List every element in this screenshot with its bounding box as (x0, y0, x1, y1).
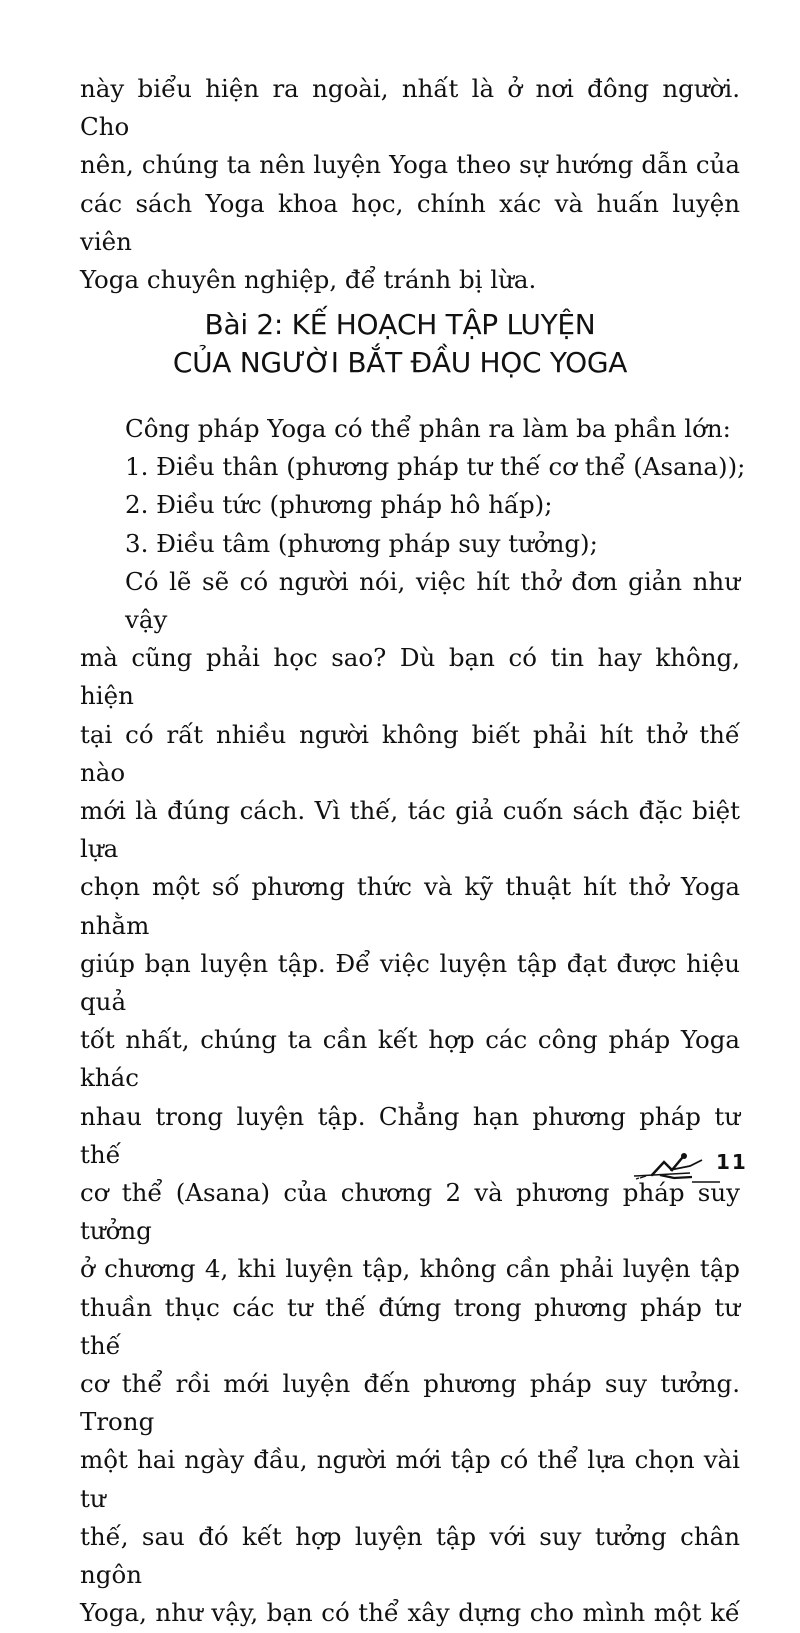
body-line-15: thuần thục các tư thế đứng trong phương pháp tư thế (80, 1292, 740, 1360)
body-line-1: Công pháp Yoga có thể phân ra làm ba phần lớn: (125, 414, 731, 443)
body-line-19: Yoga, như vậy, bạn có thể xây dựng cho mình một kế (80, 1598, 740, 1628)
intro-line-4: Yoga chuyên nghiệp, để tránh bị lừa. (80, 265, 537, 295)
body-line-5: Có lẽ sẽ có người nói, việc hít thở đơn giản như vậy (125, 566, 740, 635)
intro-line-2: nên, chúng ta nên luyện Yoga theo sự hướng dẫn của (80, 150, 740, 180)
body-line-14: ở chương 4, khi luyện tập, không cần phải luyện tập (80, 1254, 740, 1284)
body-line-8: mới là đúng cách. Vì thế, tác giả cuốn sách đặc biệt lựa (80, 796, 740, 864)
page-footer (630, 1148, 770, 1188)
page-number: 11 (716, 1150, 748, 1174)
yoga-pose-ornament-icon (630, 1148, 720, 1188)
intro-paragraph (80, 70, 740, 299)
body-text (80, 410, 746, 1633)
body-line-11: tốt nhất, chúng ta cần kết hợp các công pháp Yoga khác (80, 1025, 740, 1093)
body-line-9: chọn một số phương thức và kỹ thuật hít thở Yoga nhằm (80, 872, 740, 940)
list-item-1: 1. Điều thân (phương pháp tư thế cơ thể (Asana)); (125, 452, 746, 482)
list-item-3: 3. Điều tâm (phương pháp suy tưởng); (125, 528, 598, 558)
list-item-2: 2. Điều tức (phương pháp hô hấp); (125, 490, 553, 520)
body-line-6: mà cũng phải học sao? Dù bạn có tin hay không, hiện (80, 643, 740, 711)
intro-line-3: các sách Yoga khoa học, chính xác và huấn luyện viên (80, 188, 740, 256)
lesson-title (0, 306, 800, 382)
body-line-16: cơ thể rồi mới luyện đến phương pháp suy tưởng. Trong (80, 1369, 740, 1437)
body-line-17: một hai ngày đầu, người mới tập có thể lựa chọn vài tư (80, 1445, 740, 1513)
lesson-title-line-1: Bài 2: KẾ HOẠCH TẬP LUYỆN (204, 308, 596, 341)
body-line-12: nhau trong luyện tập. Chẳng hạn phương pháp tư thế (80, 1101, 740, 1169)
lesson-title-line-2: CỦA NGƯỜI BẮT ĐẦU HỌC YOGA (172, 346, 628, 379)
body-line-10: giúp bạn luyện tập. Để việc luyện tập đạt được hiệu quả (80, 948, 740, 1017)
body-line-7: tại có rất nhiều người không biết phải hít thở thế nào (80, 719, 740, 787)
intro-line-1: này biểu hiện ra ngoài, nhất là ở nơi đông người. Cho (80, 74, 740, 142)
body-line-13: cơ thể (Asana) của chương 2 và phương pháp suy tưởng (80, 1178, 740, 1246)
body-line-18: thế, sau đó kết hợp luyện tập với suy tưởng chân ngôn (80, 1521, 740, 1590)
